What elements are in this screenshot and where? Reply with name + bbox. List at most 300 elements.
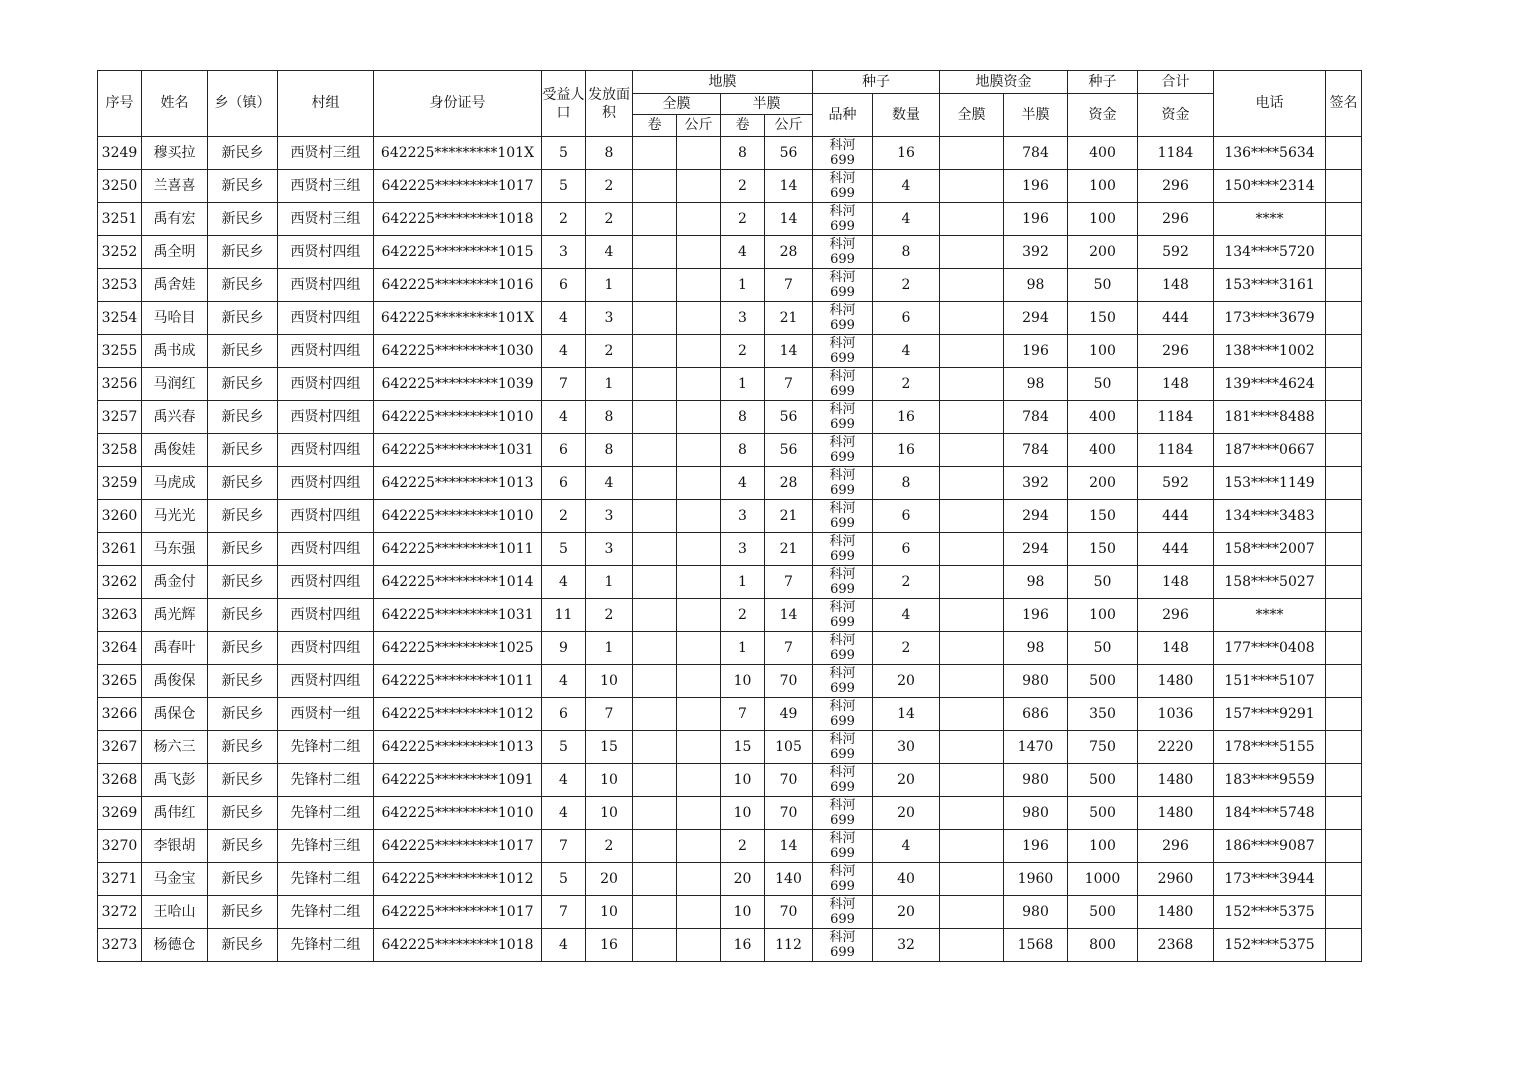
cell-variety (813, 632, 873, 665)
header-variety: 品种 (813, 94, 873, 137)
cell-full-fund (940, 929, 1004, 962)
cell-half-kg: 21 (765, 500, 813, 533)
cell-half-roll: 8 (721, 137, 765, 170)
cell-village: 西贤村四组 (278, 368, 374, 401)
variety-code: 699 (830, 813, 855, 828)
cell-seq: 3263 (98, 599, 142, 632)
cell-full-roll (633, 797, 677, 830)
cell-name: 马东强 (142, 533, 208, 566)
cell-area: 1 (586, 269, 633, 302)
variety-code: 699 (830, 582, 855, 597)
cell-seq: 3250 (98, 170, 142, 203)
cell-signature[interactable] (1326, 434, 1362, 467)
cell-full-roll (633, 368, 677, 401)
cell-half-kg: 70 (765, 764, 813, 797)
cell-phone: 186****9087 (1214, 830, 1326, 863)
cell-village: 西贤村四组 (278, 599, 374, 632)
cell-village: 西贤村三组 (278, 170, 374, 203)
cell-village: 西贤村四组 (278, 401, 374, 434)
cell-half-roll: 3 (721, 302, 765, 335)
header-half-fund: 半膜 (1004, 94, 1068, 137)
cell-township: 新民乡 (208, 731, 278, 764)
cell-seed-fund: 100 (1068, 335, 1138, 368)
variety-code: 699 (830, 714, 855, 729)
cell-village: 先锋村二组 (278, 896, 374, 929)
variety-code: 699 (830, 450, 855, 465)
distribution-table (97, 70, 1362, 962)
variety-code: 699 (830, 516, 855, 531)
cell-total: 1036 (1138, 698, 1214, 731)
cell-village: 西贤村四组 (278, 665, 374, 698)
cell-signature[interactable] (1326, 302, 1362, 335)
cell-seq: 3261 (98, 533, 142, 566)
variety-name: 科河 (829, 699, 856, 714)
cell-full-kg (677, 632, 721, 665)
cell-area: 10 (586, 764, 633, 797)
cell-signature[interactable] (1326, 137, 1362, 170)
cell-seed-fund: 400 (1068, 137, 1138, 170)
cell-id: 642225*********1012 (374, 698, 542, 731)
cell-beneficiaries: 4 (542, 566, 586, 599)
cell-variety (813, 203, 873, 236)
cell-half-roll: 1 (721, 368, 765, 401)
cell-area: 3 (586, 500, 633, 533)
cell-seed-fund: 100 (1068, 830, 1138, 863)
cell-full-kg (677, 797, 721, 830)
cell-full-fund (940, 863, 1004, 896)
variety-name: 科河 (829, 600, 856, 615)
cell-signature[interactable] (1326, 929, 1362, 962)
cell-village: 西贤村四组 (278, 269, 374, 302)
cell-quantity: 2 (873, 269, 940, 302)
cell-seq: 3268 (98, 764, 142, 797)
cell-signature[interactable] (1326, 401, 1362, 434)
cell-half-roll: 1 (721, 632, 765, 665)
variety-code: 699 (830, 351, 855, 366)
cell-quantity: 30 (873, 731, 940, 764)
cell-variety (813, 797, 873, 830)
cell-signature[interactable] (1326, 566, 1362, 599)
cell-half-roll: 3 (721, 500, 765, 533)
cell-seed-fund: 50 (1068, 632, 1138, 665)
variety-name: 科河 (829, 468, 856, 483)
cell-name: 马虎成 (142, 467, 208, 500)
cell-full-roll (633, 401, 677, 434)
variety-name: 科河 (829, 171, 856, 186)
cell-variety (813, 665, 873, 698)
cell-phone: 153****3161 (1214, 269, 1326, 302)
cell-full-roll (633, 302, 677, 335)
cell-id: 642225*********1091 (374, 764, 542, 797)
cell-seq: 3270 (98, 830, 142, 863)
cell-full-kg (677, 203, 721, 236)
table-row (98, 170, 1362, 203)
table-header (98, 71, 1362, 137)
cell-phone: 153****1149 (1214, 467, 1326, 500)
cell-full-fund (940, 632, 1004, 665)
cell-half-kg: 28 (765, 467, 813, 500)
cell-phone: 139****4624 (1214, 368, 1326, 401)
cell-signature[interactable] (1326, 236, 1362, 269)
header-seed-fund-bottom: 资金 (1068, 94, 1138, 137)
cell-phone: 158****2007 (1214, 533, 1326, 566)
cell-area: 16 (586, 929, 633, 962)
cell-id: 642225*********1013 (374, 731, 542, 764)
cell-variety (813, 830, 873, 863)
cell-half-fund: 784 (1004, 434, 1068, 467)
cell-quantity: 2 (873, 632, 940, 665)
cell-half-fund: 98 (1004, 269, 1068, 302)
cell-signature[interactable] (1326, 170, 1362, 203)
variety-code: 699 (830, 846, 855, 861)
table-row (98, 797, 1362, 830)
cell-full-fund (940, 731, 1004, 764)
cell-township: 新民乡 (208, 830, 278, 863)
cell-variety (813, 302, 873, 335)
cell-area: 3 (586, 533, 633, 566)
cell-total: 444 (1138, 302, 1214, 335)
cell-township: 新民乡 (208, 632, 278, 665)
cell-half-fund: 1470 (1004, 731, 1068, 764)
cell-full-kg (677, 533, 721, 566)
cell-beneficiaries: 4 (542, 764, 586, 797)
cell-variety (813, 533, 873, 566)
cell-area: 10 (586, 896, 633, 929)
cell-id: 642225*********1010 (374, 797, 542, 830)
cell-seed-fund: 400 (1068, 401, 1138, 434)
cell-signature[interactable] (1326, 830, 1362, 863)
cell-half-kg: 7 (765, 269, 813, 302)
variety-code: 699 (830, 285, 855, 300)
cell-total: 1480 (1138, 764, 1214, 797)
cell-total: 2960 (1138, 863, 1214, 896)
cell-half-kg: 21 (765, 302, 813, 335)
cell-total: 1184 (1138, 434, 1214, 467)
cell-full-fund (940, 797, 1004, 830)
cell-signature[interactable] (1326, 764, 1362, 797)
cell-phone: 152****5375 (1214, 929, 1326, 962)
cell-variety (813, 368, 873, 401)
cell-full-fund (940, 203, 1004, 236)
cell-total: 2220 (1138, 731, 1214, 764)
cell-township: 新民乡 (208, 137, 278, 170)
cell-quantity: 16 (873, 137, 940, 170)
cell-full-fund (940, 401, 1004, 434)
cell-beneficiaries: 4 (542, 335, 586, 368)
cell-signature[interactable] (1326, 533, 1362, 566)
cell-name: 兰喜喜 (142, 170, 208, 203)
cell-full-fund (940, 467, 1004, 500)
cell-area: 20 (586, 863, 633, 896)
cell-phone: 187****0667 (1214, 434, 1326, 467)
cell-signature[interactable] (1326, 203, 1362, 236)
cell-quantity: 4 (873, 830, 940, 863)
cell-total: 1184 (1138, 137, 1214, 170)
header-full-fund: 全膜 (940, 94, 1004, 137)
cell-half-fund: 196 (1004, 599, 1068, 632)
cell-total: 296 (1138, 599, 1214, 632)
header-quantity: 数量 (873, 94, 940, 137)
variety-code: 699 (830, 912, 855, 927)
cell-phone: 157****9291 (1214, 698, 1326, 731)
cell-area: 2 (586, 170, 633, 203)
cell-half-roll: 10 (721, 797, 765, 830)
cell-seed-fund: 100 (1068, 170, 1138, 203)
cell-full-kg (677, 434, 721, 467)
cell-half-fund: 1568 (1004, 929, 1068, 962)
cell-quantity: 2 (873, 368, 940, 401)
header-signature: 签名 (1326, 71, 1362, 137)
cell-phone: 158****5027 (1214, 566, 1326, 599)
cell-signature[interactable] (1326, 797, 1362, 830)
variety-name: 科河 (829, 204, 856, 219)
cell-half-fund: 980 (1004, 764, 1068, 797)
cell-township: 新民乡 (208, 665, 278, 698)
cell-name: 王哈山 (142, 896, 208, 929)
cell-id: 642225*********1017 (374, 830, 542, 863)
cell-name: 禹俊娃 (142, 434, 208, 467)
cell-township: 新民乡 (208, 434, 278, 467)
cell-id: 642225*********1016 (374, 269, 542, 302)
cell-area: 15 (586, 731, 633, 764)
cell-seed-fund: 500 (1068, 665, 1138, 698)
cell-full-kg (677, 368, 721, 401)
cell-village: 西贤村四组 (278, 335, 374, 368)
cell-full-fund (940, 170, 1004, 203)
cell-full-roll (633, 170, 677, 203)
cell-phone: **** (1214, 203, 1326, 236)
cell-area: 8 (586, 401, 633, 434)
cell-half-roll: 1 (721, 566, 765, 599)
table-row (98, 269, 1362, 302)
cell-half-fund: 980 (1004, 797, 1068, 830)
cell-full-roll (633, 533, 677, 566)
cell-seed-fund: 500 (1068, 896, 1138, 929)
cell-full-roll (633, 896, 677, 929)
cell-total: 1480 (1138, 665, 1214, 698)
cell-full-kg (677, 665, 721, 698)
variety-name: 科河 (829, 303, 856, 318)
cell-full-fund (940, 368, 1004, 401)
table-row (98, 863, 1362, 896)
variety-name: 科河 (829, 666, 856, 681)
cell-name: 禹有宏 (142, 203, 208, 236)
header-half-kg: 公斤 (765, 115, 813, 137)
cell-variety (813, 170, 873, 203)
table-row (98, 698, 1362, 731)
cell-village: 先锋村二组 (278, 797, 374, 830)
cell-village: 先锋村二组 (278, 863, 374, 896)
header-seed-fund-top: 种子 (1068, 71, 1138, 94)
cell-quantity: 8 (873, 467, 940, 500)
cell-quantity: 14 (873, 698, 940, 731)
cell-name: 马润红 (142, 368, 208, 401)
cell-signature[interactable] (1326, 632, 1362, 665)
cell-quantity: 6 (873, 500, 940, 533)
cell-signature[interactable] (1326, 269, 1362, 302)
cell-total: 1184 (1138, 401, 1214, 434)
cell-half-kg: 14 (765, 170, 813, 203)
cell-variety (813, 236, 873, 269)
cell-half-fund: 294 (1004, 500, 1068, 533)
cell-name: 禹舍娃 (142, 269, 208, 302)
cell-beneficiaries: 4 (542, 797, 586, 830)
cell-variety (813, 434, 873, 467)
cell-variety (813, 467, 873, 500)
cell-id: 642225*********1017 (374, 170, 542, 203)
cell-half-fund: 196 (1004, 203, 1068, 236)
cell-half-roll: 15 (721, 731, 765, 764)
cell-seq: 3255 (98, 335, 142, 368)
variety-name: 科河 (829, 237, 856, 252)
cell-half-fund: 392 (1004, 467, 1068, 500)
cell-total: 296 (1138, 335, 1214, 368)
cell-name: 禹金付 (142, 566, 208, 599)
cell-beneficiaries: 9 (542, 632, 586, 665)
variety-name: 科河 (829, 765, 856, 780)
cell-full-roll (633, 599, 677, 632)
cell-quantity: 6 (873, 302, 940, 335)
cell-phone: 183****9559 (1214, 764, 1326, 797)
cell-name: 杨德仓 (142, 929, 208, 962)
cell-half-kg: 70 (765, 797, 813, 830)
header-half-roll: 卷 (721, 115, 765, 137)
cell-signature[interactable] (1326, 665, 1362, 698)
cell-township: 新民乡 (208, 500, 278, 533)
variety-code: 699 (830, 318, 855, 333)
cell-total: 1480 (1138, 797, 1214, 830)
cell-full-fund (940, 302, 1004, 335)
cell-half-fund: 98 (1004, 566, 1068, 599)
cell-variety (813, 896, 873, 929)
variety-code: 699 (830, 483, 855, 498)
cell-seed-fund: 100 (1068, 599, 1138, 632)
cell-area: 4 (586, 236, 633, 269)
cell-full-kg (677, 137, 721, 170)
variety-name: 科河 (829, 864, 856, 879)
cell-beneficiaries: 4 (542, 665, 586, 698)
cell-township: 新民乡 (208, 269, 278, 302)
cell-half-roll: 10 (721, 665, 765, 698)
cell-id: 642225*********1014 (374, 566, 542, 599)
cell-phone: 134****3483 (1214, 500, 1326, 533)
table-row (98, 203, 1362, 236)
cell-township: 新民乡 (208, 566, 278, 599)
cell-signature[interactable] (1326, 500, 1362, 533)
header-full-film: 全膜 (633, 94, 721, 115)
cell-full-kg (677, 863, 721, 896)
cell-village: 西贤村四组 (278, 467, 374, 500)
cell-area: 7 (586, 698, 633, 731)
cell-half-roll: 10 (721, 896, 765, 929)
cell-township: 新民乡 (208, 533, 278, 566)
cell-seq: 3271 (98, 863, 142, 896)
cell-signature[interactable] (1326, 599, 1362, 632)
cell-id: 642225*********1025 (374, 632, 542, 665)
cell-signature[interactable] (1326, 863, 1362, 896)
cell-village: 西贤村四组 (278, 434, 374, 467)
cell-signature[interactable] (1326, 731, 1362, 764)
cell-phone: 178****5155 (1214, 731, 1326, 764)
cell-total: 148 (1138, 566, 1214, 599)
cell-variety (813, 335, 873, 368)
variety-code: 699 (830, 384, 855, 399)
cell-beneficiaries: 7 (542, 830, 586, 863)
cell-full-roll (633, 335, 677, 368)
cell-total: 148 (1138, 632, 1214, 665)
cell-beneficiaries: 5 (542, 731, 586, 764)
cell-seed-fund: 50 (1068, 269, 1138, 302)
cell-half-kg: 7 (765, 368, 813, 401)
cell-area: 2 (586, 203, 633, 236)
header-township: 乡（镇） (208, 71, 278, 137)
cell-beneficiaries: 5 (542, 137, 586, 170)
header-total-top: 合计 (1138, 71, 1214, 94)
cell-phone: 150****2314 (1214, 170, 1326, 203)
cell-full-fund (940, 698, 1004, 731)
cell-full-kg (677, 599, 721, 632)
cell-signature[interactable] (1326, 698, 1362, 731)
cell-signature[interactable] (1326, 368, 1362, 401)
cell-seed-fund: 50 (1068, 368, 1138, 401)
variety-name: 科河 (829, 402, 856, 417)
cell-area: 1 (586, 566, 633, 599)
cell-signature[interactable] (1326, 467, 1362, 500)
cell-id: 642225*********101X (374, 302, 542, 335)
cell-phone: 173****3944 (1214, 863, 1326, 896)
cell-half-roll: 1 (721, 269, 765, 302)
cell-full-roll (633, 203, 677, 236)
cell-village: 西贤村三组 (278, 203, 374, 236)
cell-half-kg: 140 (765, 863, 813, 896)
cell-total: 296 (1138, 170, 1214, 203)
cell-township: 新民乡 (208, 335, 278, 368)
cell-seq: 3269 (98, 797, 142, 830)
cell-total: 2368 (1138, 929, 1214, 962)
cell-full-kg (677, 731, 721, 764)
cell-signature[interactable] (1326, 896, 1362, 929)
cell-half-fund: 196 (1004, 170, 1068, 203)
cell-seq: 3258 (98, 434, 142, 467)
header-seed: 种子 (813, 71, 940, 94)
cell-seq: 3254 (98, 302, 142, 335)
table-row (98, 599, 1362, 632)
variety-code: 699 (830, 879, 855, 894)
cell-village: 西贤村三组 (278, 137, 374, 170)
cell-quantity: 4 (873, 203, 940, 236)
cell-quantity: 4 (873, 170, 940, 203)
cell-variety (813, 863, 873, 896)
cell-id: 642225*********1030 (374, 335, 542, 368)
cell-total: 1480 (1138, 896, 1214, 929)
cell-seq: 3273 (98, 929, 142, 962)
cell-half-roll: 16 (721, 929, 765, 962)
cell-full-fund (940, 236, 1004, 269)
cell-beneficiaries: 3 (542, 236, 586, 269)
variety-code: 699 (830, 780, 855, 795)
cell-township: 新民乡 (208, 896, 278, 929)
table-row (98, 335, 1362, 368)
cell-half-roll: 2 (721, 599, 765, 632)
cell-beneficiaries: 6 (542, 698, 586, 731)
cell-signature[interactable] (1326, 335, 1362, 368)
cell-name: 禹春叶 (142, 632, 208, 665)
cell-full-roll (633, 830, 677, 863)
cell-beneficiaries: 6 (542, 467, 586, 500)
cell-full-kg (677, 335, 721, 368)
cell-total: 148 (1138, 269, 1214, 302)
cell-name: 禹全明 (142, 236, 208, 269)
